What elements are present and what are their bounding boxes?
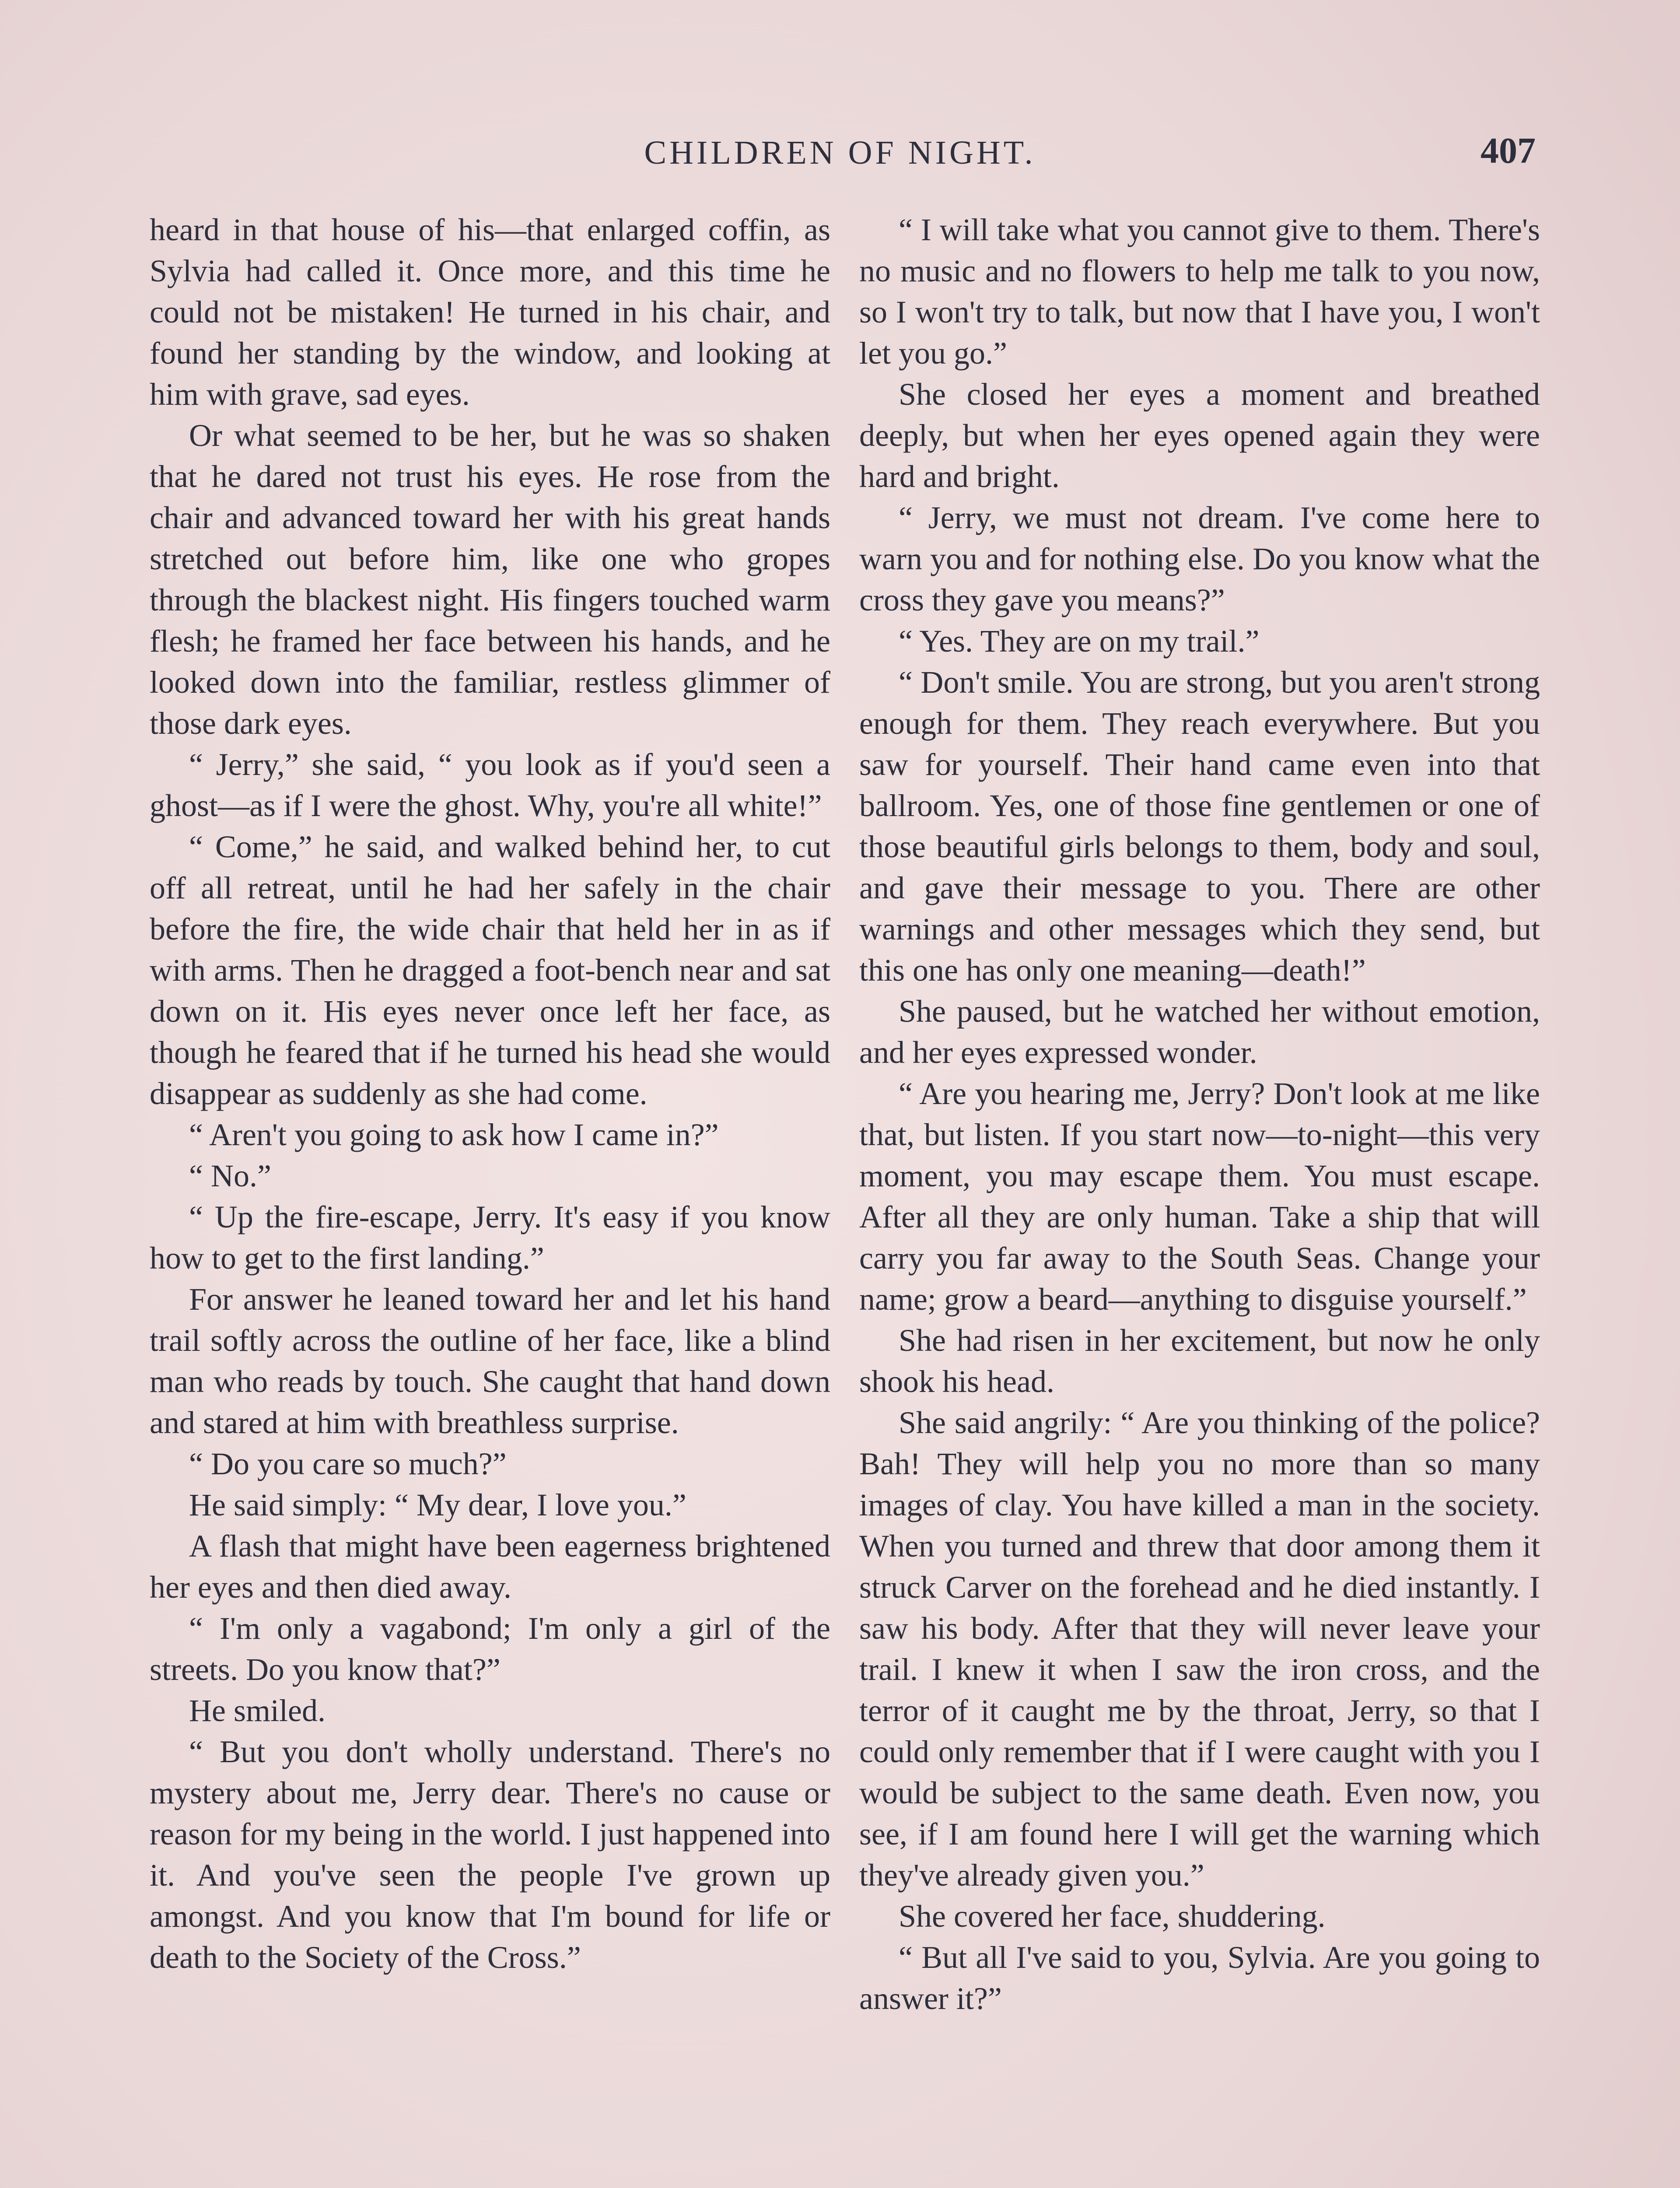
paragraph: He said simply: “ My dear, I love you.” bbox=[189, 1487, 686, 1522]
paragraph: “ Do you care so much?” bbox=[189, 1446, 507, 1481]
paragraph: “ But you don't wholly understand. There's no mystery about me, Jerry dear. There's no cause or reason for my being in the world. I just happened into it. And you've seen the people I've grown up amongst. And you know that I'm bound for life or death to the Society of the Cross.” bbox=[150, 1734, 830, 1975]
paragraph: “ But all I've said to you, Sylvia. Are you going to answer it?” bbox=[859, 1940, 1540, 2016]
paragraph: “ Aren't you going to ask how I came in?” bbox=[189, 1117, 719, 1152]
running-title: CHILDREN OF NIGHT. bbox=[644, 134, 1036, 171]
paragraph: She had risen in her excitement, but now he only shook his head. bbox=[859, 1323, 1540, 1399]
paragraph: “ Don't smile. You are strong, but you aren't strong enough for them. They reach everywhere. But you saw for yourself. Their hand came even into that ballroom. Yes, one of those fine gentlemen or one of those beautiful girls belongs to them, body and soul, and gave their message to you. There are other warnings and other messages which they send, but this one has only one meaning—death!” bbox=[859, 665, 1540, 988]
paragraph: heard in that house of his—that enlarged coffin, as Sylvia had called it. Once more, and this time he could not be mistaken! He turned in his chair, and found her standing by the window, and looking at him with grave, sad eyes. bbox=[150, 212, 830, 412]
paragraph: “ No.” bbox=[189, 1158, 271, 1193]
paragraph: “ Yes. They are on my trail.” bbox=[899, 624, 1260, 659]
paragraph: “ Come,” he said, and walked behind her, to cut off all retreat, until he had her safely in the chair before the fire, the wide chair that held her in as if with arms. Then he dragged a foot-bench near and sat down on it. His eyes never once left her face, as though he feared that if he turned his head she would disappear as suddenly as she had come. bbox=[150, 829, 830, 1111]
paragraph: “ I'm only a vagabond; I'm only a girl of the streets. Do you know that?” bbox=[150, 1611, 830, 1687]
paragraph: He smiled. bbox=[189, 1693, 326, 1728]
left-column bbox=[150, 209, 830, 1978]
paragraph: For answer he leaned toward her and let his hand trail softly across the outline of her face, like a blind man who reads by touch. She caught that hand down and stared at him with breathless surprise. bbox=[150, 1282, 830, 1440]
paragraph: She covered her face, shuddering. bbox=[899, 1899, 1326, 1934]
right-column bbox=[859, 209, 1540, 2019]
paragraph: Or what seemed to be her, but he was so shaken that he dared not trust his eyes. He rose from the chair and advanced toward her with his great hands stretched out before him, like one who gropes through the blackest night. His fingers touched warm flesh; he framed her face between his hands, and he looked down into the familiar, restless glimmer of those dark eyes. bbox=[150, 418, 830, 741]
paragraph: She said angrily: “ Are you thinking of the police? Bah! They will help you no more than so many images of clay. You have killed a man in the society. When you turned and threw that door among them it struck Carver on the forehead and he died instantly. I saw his body. After that they will never leave your trail. I knew it when I saw the iron cross, and the terror of it caught me by the throat, Jerry, so that I could only remember that if I were caught with you I would be subject to the same death. Even now, you see, if I am found here I will get the warning which they've already given you.” bbox=[859, 1405, 1540, 1893]
paragraph: “ Up the fire-escape, Jerry. It's easy if you know how to get to the first landing.” bbox=[150, 1199, 830, 1276]
paragraph: A flash that might have been eagerness brightened her eyes and then died away. bbox=[150, 1529, 830, 1605]
page-number: 407 bbox=[1480, 130, 1536, 171]
paragraph: “ I will take what you cannot give to them. There's no music and no flowers to help me talk to you now, so I won't try to talk, but now that I have you, I won't let you go.” bbox=[859, 212, 1540, 371]
paragraph: “ Jerry, we must not dream. I've come here to warn you and for nothing else. Do you know what the cross they gave you means?” bbox=[859, 500, 1540, 617]
paragraph: “ Jerry,” she said, “ you look as if you'd seen a ghost—as if I were the ghost. Why, you're all white!” bbox=[150, 747, 830, 823]
page-header bbox=[144, 130, 1536, 182]
paragraph: She closed her eyes a moment and breathed deeply, but when her eyes opened again they were hard and bright. bbox=[859, 377, 1540, 494]
paragraph: She paused, but he watched her without emotion, and her eyes expressed wonder. bbox=[859, 994, 1540, 1070]
paragraph: “ Are you hearing me, Jerry? Don't look at me like that, but listen. If you start now—to-night—this very moment, you may escape them. You must escape. After all they are only human. Take a ship that will carry you far away to the South Seas. Change your name; grow a beard—anything to disguise yourself.” bbox=[859, 1076, 1540, 1317]
